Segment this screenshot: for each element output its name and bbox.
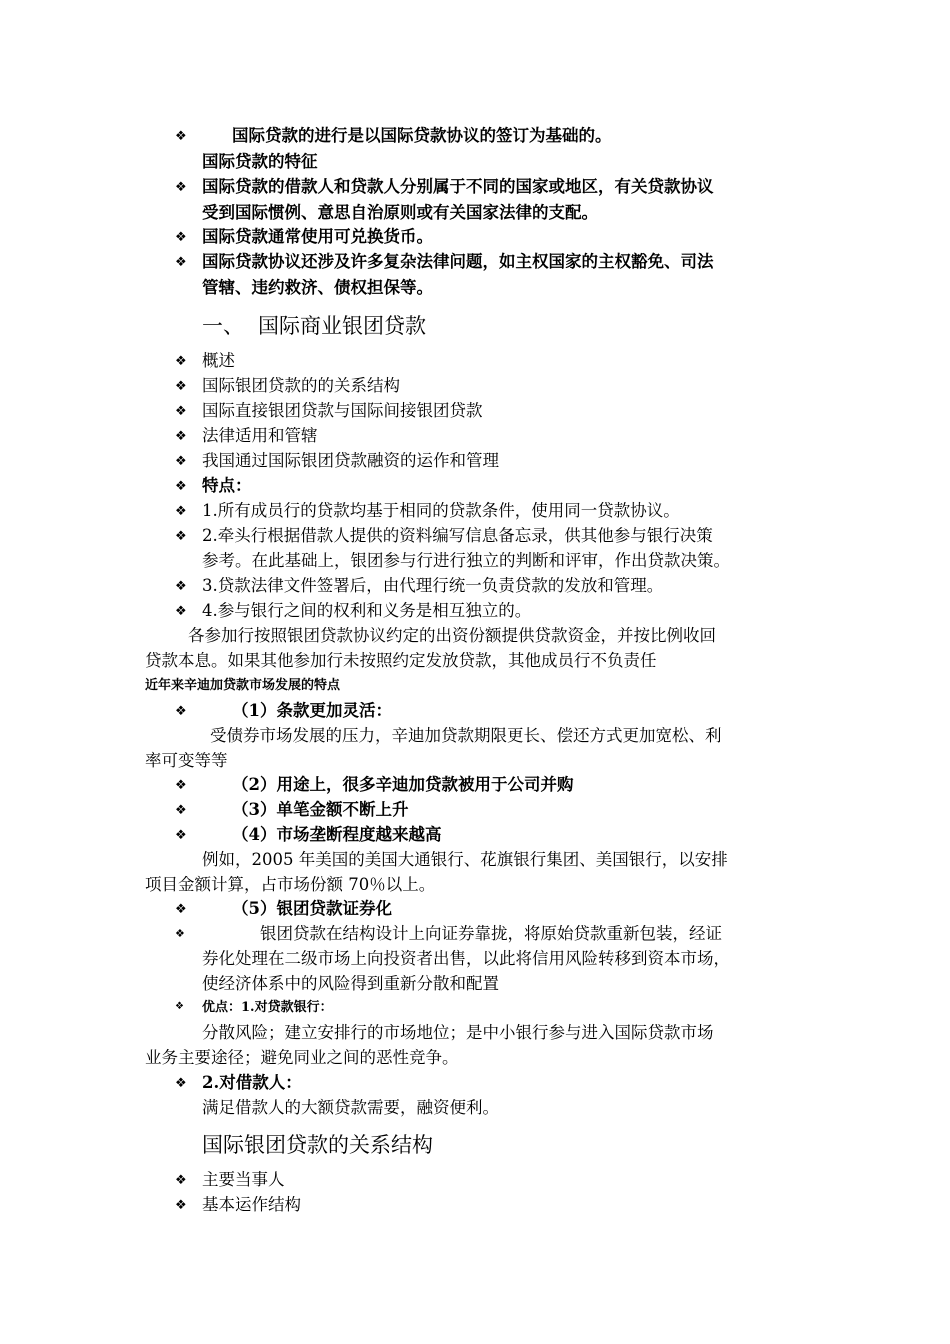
heading-number: 一、	[202, 314, 244, 338]
bullet-icon: ❖	[175, 1076, 187, 1091]
list-item: 特点：	[202, 476, 252, 495]
list-item: （1）条款更加灵活：	[232, 701, 392, 720]
bullet-icon: ❖	[175, 579, 187, 594]
bullet-icon: ❖	[175, 604, 187, 619]
list-item: 法律适用和管辖	[202, 426, 318, 445]
list-item-continuation: 受到国际惯例、意思自治原则或有关国家法律的支配。	[202, 203, 598, 222]
list-item: 银团贷款在结构设计上向证券靠拢，将原始贷款重新包装，经证	[260, 924, 722, 943]
paragraph-line: 贷款本息。如果其他参加行未按照约定发放贷款，其他成员行不负责任	[145, 651, 657, 670]
list-item: 国际直接银团贷款与国际间接银团贷款	[202, 401, 483, 420]
bullet-icon: ❖	[175, 230, 187, 245]
paragraph-line: 分散风险；建立安排行的市场地位；是中小银行参与进入国际贷款市场	[202, 1023, 714, 1042]
bullet-icon: ❖	[175, 255, 187, 270]
paragraph-line: 各参加行按照银团贷款协议约定的出资份额提供贷款资金，并按比例收回	[188, 626, 716, 645]
bullet-icon: ❖	[175, 704, 187, 719]
paragraph-line: 业务主要途径；避免同业之间的恶性竞争。	[145, 1048, 459, 1067]
list-item: 4.参与银行之间的权利和义务是相互独立的。	[202, 601, 532, 620]
list-item: 主要当事人	[202, 1170, 285, 1189]
list-item: （5）银团贷款证券化	[232, 899, 392, 918]
list-item: 我国通过国际银团贷款融资的运作和管理	[202, 451, 499, 470]
bullet-icon: ❖	[175, 379, 187, 394]
list-item: （3）单笔金额不断上升	[232, 800, 409, 819]
bullet-icon: ❖	[175, 927, 185, 940]
bullet-icon: ❖	[175, 180, 187, 195]
list-item: 国际贷款的借款人和贷款人分别属于不同的国家或地区，有关贷款协议	[202, 177, 714, 196]
list-item: 国际银团贷款的的关系结构	[202, 376, 400, 395]
paragraph-line: 受债券市场发展的压力，辛迪加贷款期限更长、偿还方式更加宽松、利	[210, 726, 722, 745]
list-item: 2.对借款人：	[202, 1073, 302, 1092]
bullet-icon: ❖	[175, 828, 187, 843]
heading-title: 国际银团贷款的关系结构	[202, 1133, 433, 1157]
list-item: 优点：1.对贷款银行：	[202, 1000, 333, 1015]
list-item: 2.牵头行根据借款人提供的资料编写信息备忘录，供其他参与银行决策	[202, 526, 713, 545]
subheading: 近年来辛迪加贷款市场发展的特点	[145, 678, 341, 693]
bullet-icon: ❖	[175, 803, 187, 818]
bullet-icon: ❖	[175, 129, 187, 144]
list-item-continuation: 券化处理在二级市场上向投资者出售，以此将信用风险转移到资本市场，	[202, 949, 730, 968]
list-item: 国际贷款的进行是以国际贷款协议的签订为基础的。	[232, 126, 612, 145]
list-item: 概述	[202, 351, 235, 370]
bullet-icon: ❖	[175, 404, 187, 419]
list-item: 3.贷款法律文件签署后，由代理行统一负责贷款的发放和管理。	[202, 576, 664, 595]
list-item: 1.所有成员行的贷款均基于相同的贷款条件，使用同一贷款协议。	[202, 501, 680, 520]
bullet-icon: ❖	[175, 529, 187, 544]
list-item: 基本运作结构	[202, 1195, 301, 1214]
list-item: （2）用途上，很多辛迪加贷款被用于公司并购	[232, 775, 574, 794]
section-heading: 国际贷款的特征	[202, 152, 318, 171]
list-item-continuation: 参考。在此基础上，银团参与行进行独立的判断和评审，作出贷款决策。	[202, 551, 730, 570]
bullet-icon: ❖	[175, 429, 187, 444]
paragraph-line: 项目金额计算，占市场份额 70％以上。	[145, 875, 436, 894]
list-item: 国际贷款协议还涉及许多复杂法律问题，如主权国家的主权豁免、司法	[202, 252, 714, 271]
bullet-icon: ❖	[175, 902, 187, 917]
bullet-icon: ❖	[175, 454, 187, 469]
bullet-icon: ❖	[175, 504, 187, 519]
bullet-icon: ❖	[175, 479, 187, 494]
bullet-icon: ❖	[175, 1198, 187, 1213]
list-item-continuation: 使经济体系中的风险得到重新分散和配置	[202, 974, 499, 993]
bullet-icon: ❖	[175, 354, 187, 369]
bullet-icon: ❖	[175, 1173, 187, 1188]
list-item: 国际贷款通常使用可兑换货币。	[202, 227, 433, 246]
paragraph-line: 例如，2005 年美国的美国大通银行、花旗银行集团、美国银行，以安排	[202, 850, 728, 869]
bullet-icon: ❖	[175, 1001, 184, 1012]
bullet-icon: ❖	[175, 778, 187, 793]
list-item-continuation: 管辖、违约救济、债权担保等。	[202, 278, 433, 297]
paragraph-line: 满足借款人的大额贷款需要，融资便利。	[202, 1098, 499, 1117]
paragraph-line: 率可变等等	[145, 751, 228, 770]
heading-title: 国际商业银团贷款	[258, 314, 426, 338]
list-item: （4）市场垄断程度越来越高	[232, 825, 442, 844]
